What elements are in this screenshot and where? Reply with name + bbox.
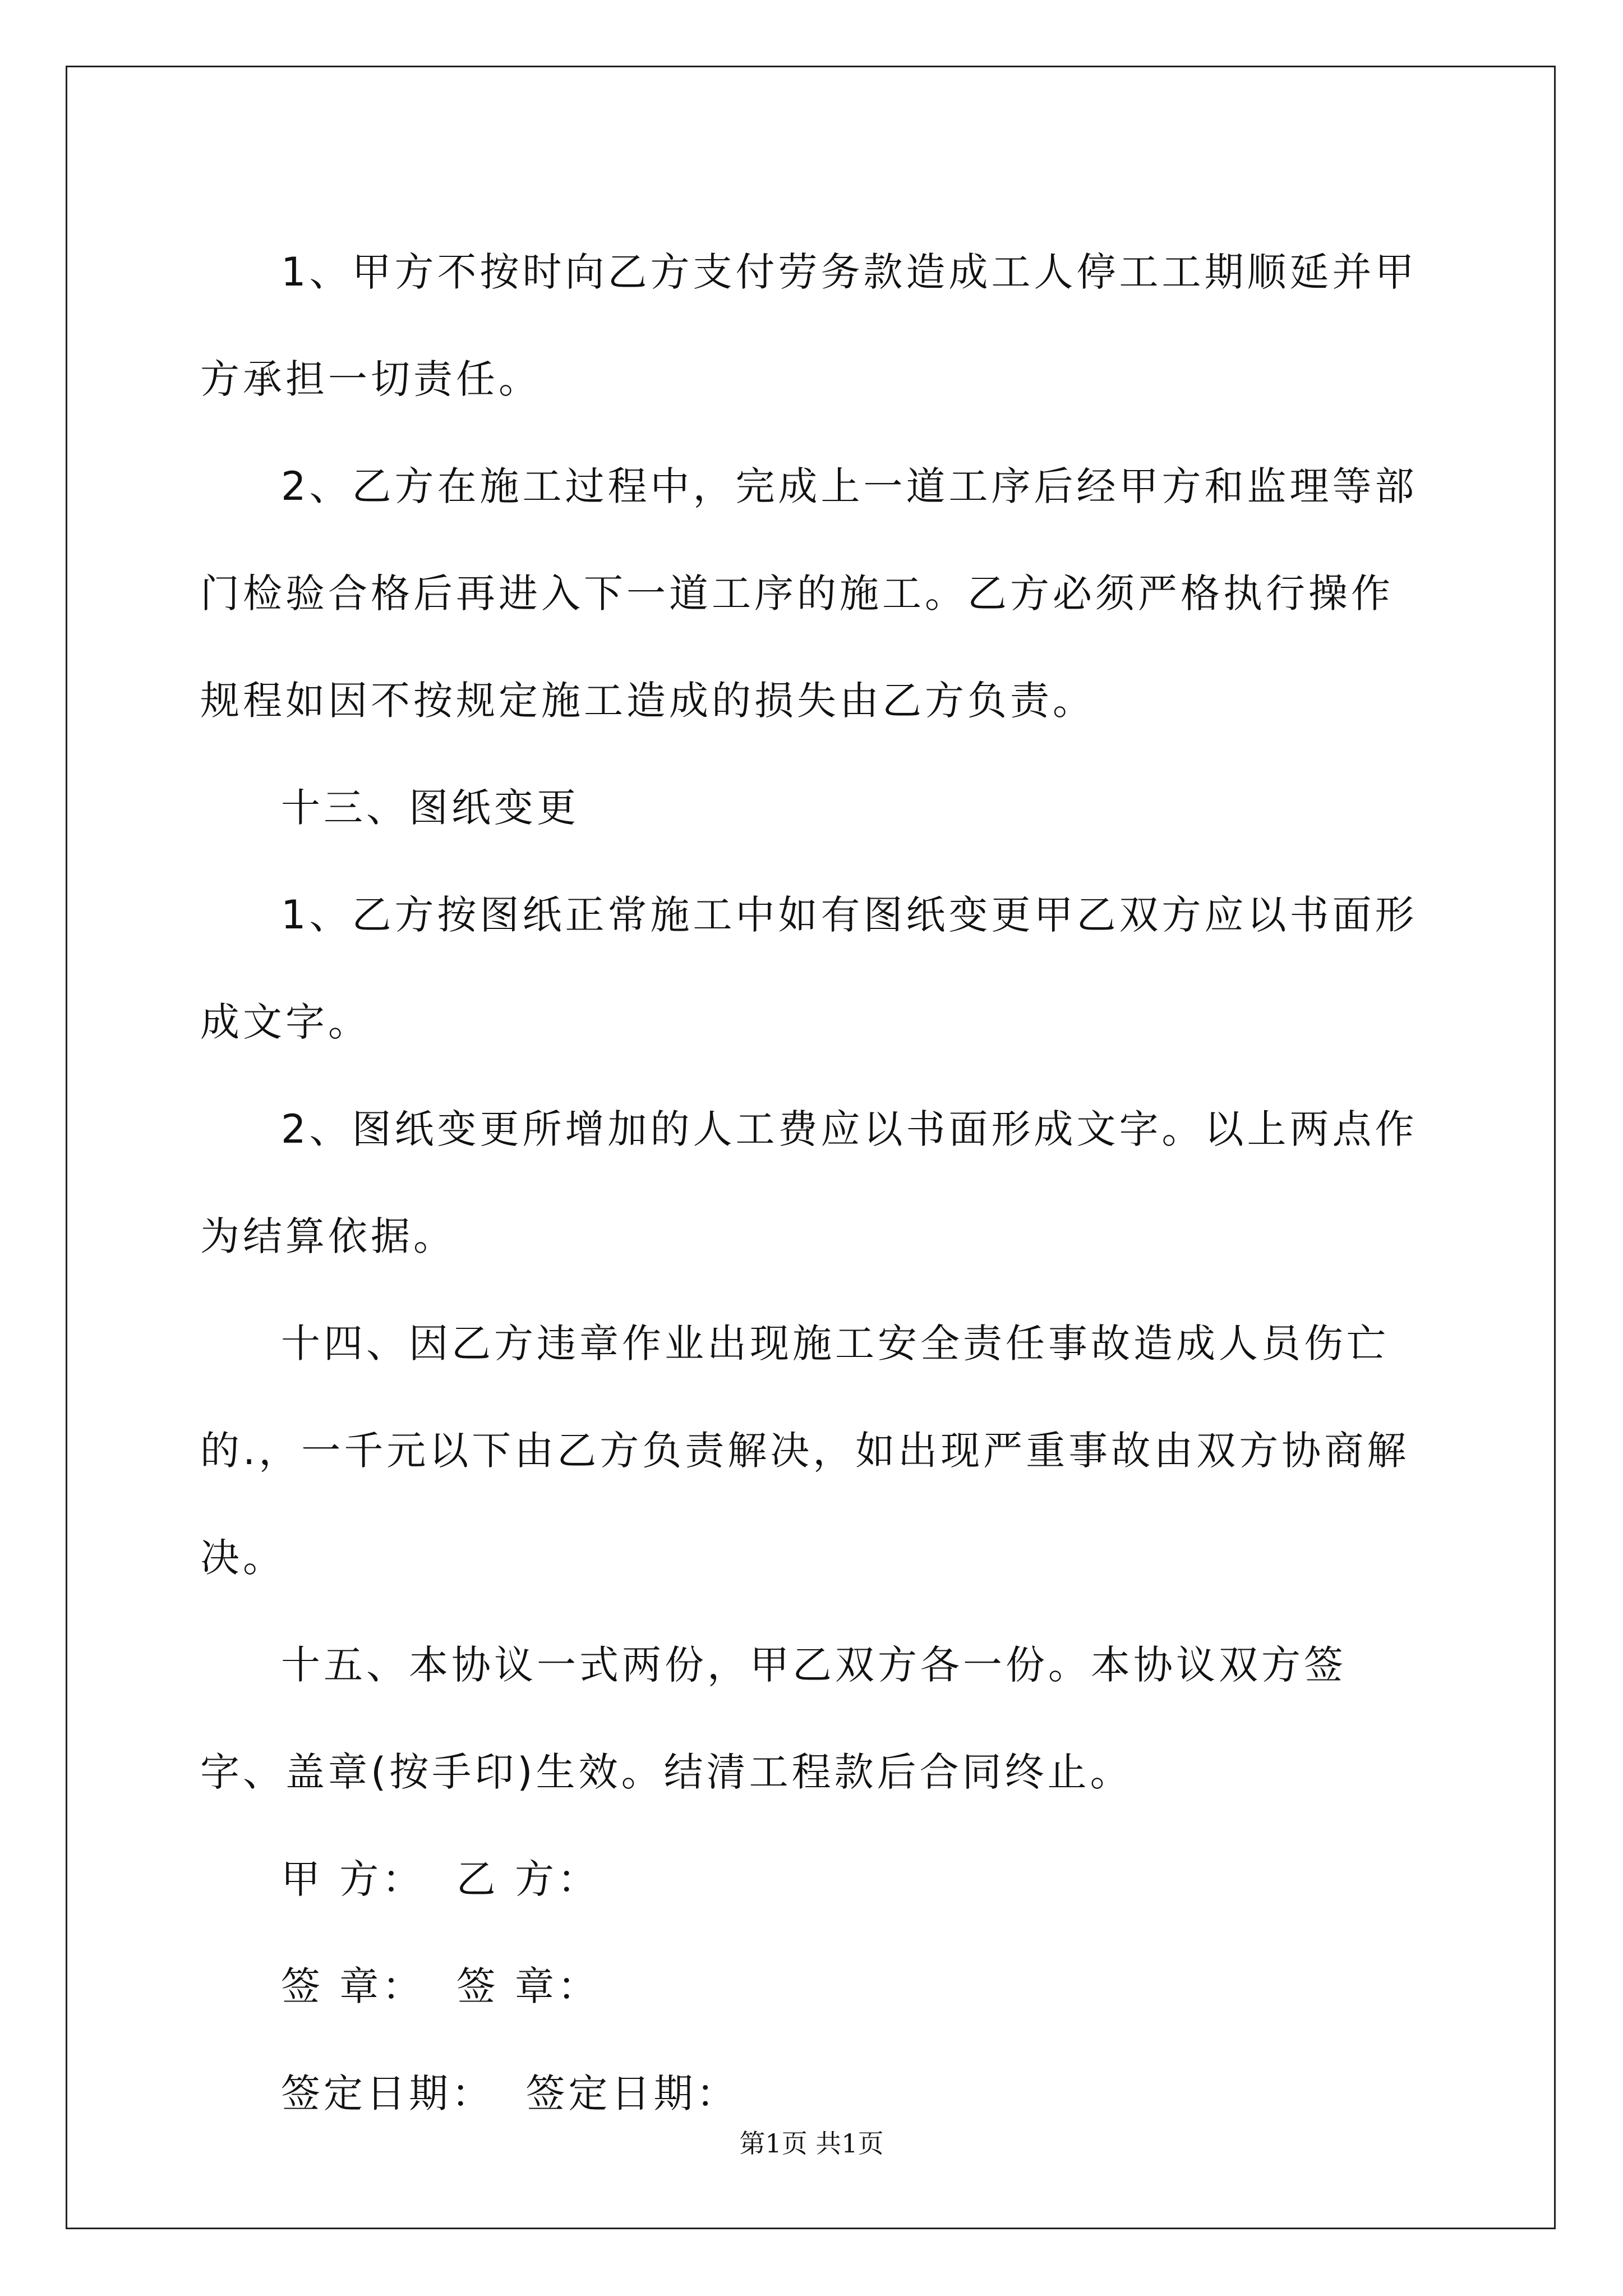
clause-paragraph: 1、甲方不按时向乙方支付劳务款造成工人停工工期顺延并甲方承担一切责任。	[200, 249, 1418, 402]
clause-paragraph: 十四、因乙方违章作业出现施工安全责任事故造成人员伤亡的.，一千元以下由乙方负责解决，如出现严重事故由双方协商解决。	[200, 1320, 1410, 1581]
section-heading: 十三、图纸变更	[281, 785, 579, 831]
clause-paragraph: 2、图纸变更所增加的人工费应以书面形成文字。以上两点作为结算依据。	[200, 1106, 1418, 1259]
document-body	[200, 219, 1428, 2147]
signature-party-line: 甲 方： 乙 方：	[281, 1856, 601, 1902]
clause-paragraph: 1、乙方按图纸正常施工中如有图纸变更甲乙双方应以书面形成文字。	[200, 892, 1418, 1045]
clause-paragraph: 2、乙方在施工过程中，完成上一道工序后经甲方和监理等部门检验合格后再进入下一道工序的施工。乙方必须严格执行操作规程如因不按规定施工造成的损失由乙方负责。	[200, 463, 1418, 724]
clause-paragraph: 十五、本协议一式两份，甲乙双方各一份。本协议双方签字、盖章(按手印)生效。结清工程款后合同终止。	[200, 1642, 1347, 1795]
signature-date-line: 签定日期： 签定日期：	[281, 2070, 739, 2116]
signature-seal-line: 签 章： 签 章：	[281, 1963, 601, 2009]
page-number-footer: 第1页 共1页	[739, 2128, 884, 2159]
